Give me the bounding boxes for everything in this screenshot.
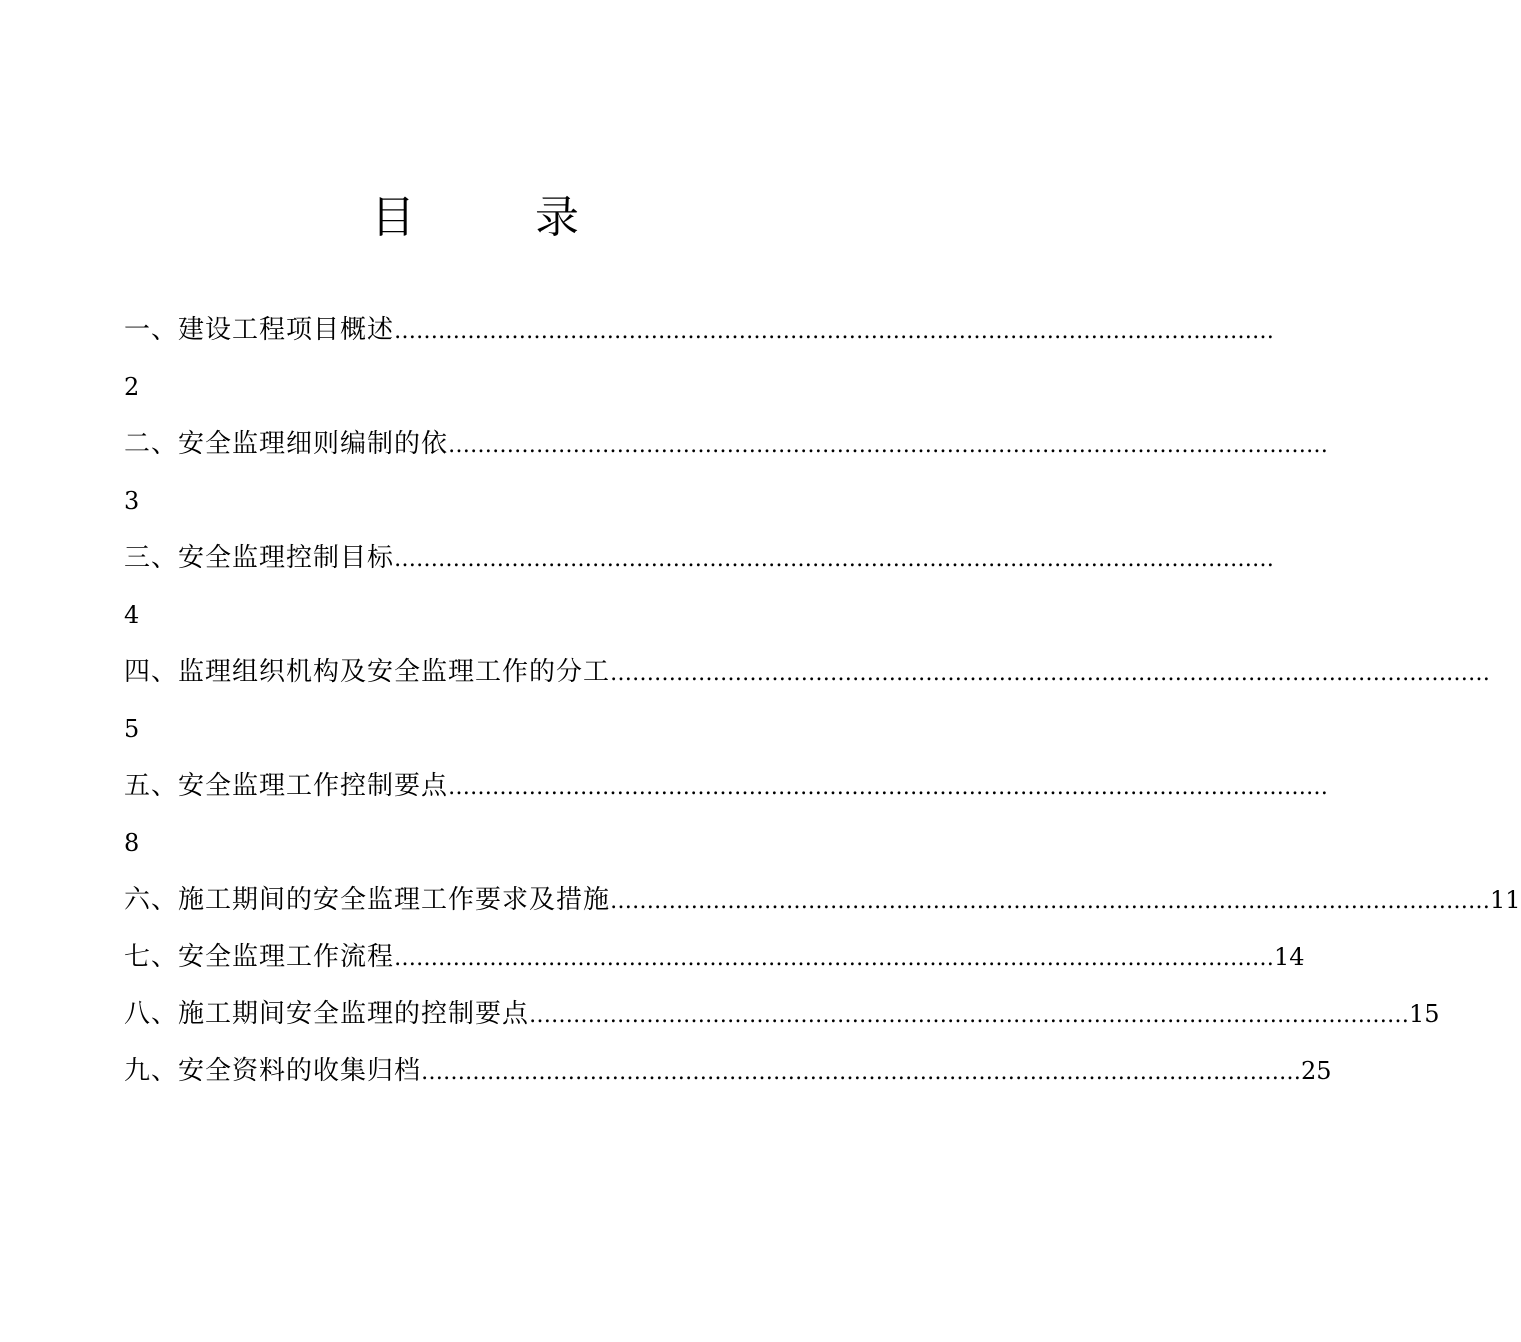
toc-title: 目 录	[371, 192, 617, 243]
toc-entry-label: 三、安全监理控制目标	[124, 543, 395, 573]
toc-entry-page: 4	[124, 601, 140, 629]
toc-entry-9[interactable]	[124, 1043, 1332, 1100]
toc-leader-dots: …………………………………………………………………………………………………………	[529, 1003, 1410, 1028]
toc-entry-page: 25	[1301, 1057, 1332, 1085]
toc-entry-3[interactable]	[124, 530, 1275, 587]
toc-entry-label: 七、安全监理工作流程	[124, 942, 395, 972]
toc-entry-4[interactable]	[124, 644, 1491, 701]
toc-entry-page: 3	[124, 487, 140, 515]
toc-leader-dots: …………………………………………………………………………………………………………	[421, 1060, 1302, 1085]
toc-leader-dots: …………………………………………………………………………………………………………	[610, 889, 1491, 914]
toc-entry-label: 四、监理组织机构及安全监理工作的分工	[124, 657, 611, 687]
toc-entry-page: 5	[124, 715, 140, 743]
toc-entry-label: 五、安全监理工作控制要点	[124, 771, 449, 801]
toc-entry-label: 二、安全监理细则编制的依	[124, 429, 449, 459]
toc-entry-page: 14	[1274, 943, 1305, 971]
toc-entry-6[interactable]	[124, 872, 1521, 929]
toc-entry-page: 15	[1409, 1000, 1440, 1028]
toc-entry-7[interactable]	[124, 929, 1305, 986]
table-of-contents	[124, 302, 1521, 1100]
toc-leader-dots: …………………………………………………………………………………………………………	[394, 946, 1275, 971]
toc-entry-label: 一、建设工程项目概述	[124, 315, 395, 345]
toc-entry-label: 九、安全资料的收集归档	[124, 1056, 422, 1086]
toc-entry-8[interactable]	[124, 986, 1440, 1043]
toc-entry-page: 11	[1490, 886, 1521, 914]
toc-leader-dots: …………………………………………………………………………………………………………	[394, 547, 1275, 572]
toc-leader-dots: …………………………………………………………………………………………………………	[394, 319, 1275, 344]
toc-entry-label: 六、施工期间的安全监理工作要求及措施	[124, 885, 611, 915]
toc-entry-2[interactable]	[124, 416, 1329, 473]
toc-entry-label: 八、施工期间安全监理的控制要点	[124, 999, 530, 1029]
toc-entry-page: 8	[124, 829, 140, 857]
toc-entry-page: 2	[124, 373, 140, 401]
toc-leader-dots: …………………………………………………………………………………………………………	[448, 433, 1329, 458]
toc-entry-1[interactable]	[124, 302, 1275, 359]
toc-leader-dots: …………………………………………………………………………………………………………	[448, 775, 1329, 800]
toc-entry-5[interactable]	[124, 758, 1329, 815]
toc-leader-dots: …………………………………………………………………………………………………………	[610, 661, 1491, 686]
